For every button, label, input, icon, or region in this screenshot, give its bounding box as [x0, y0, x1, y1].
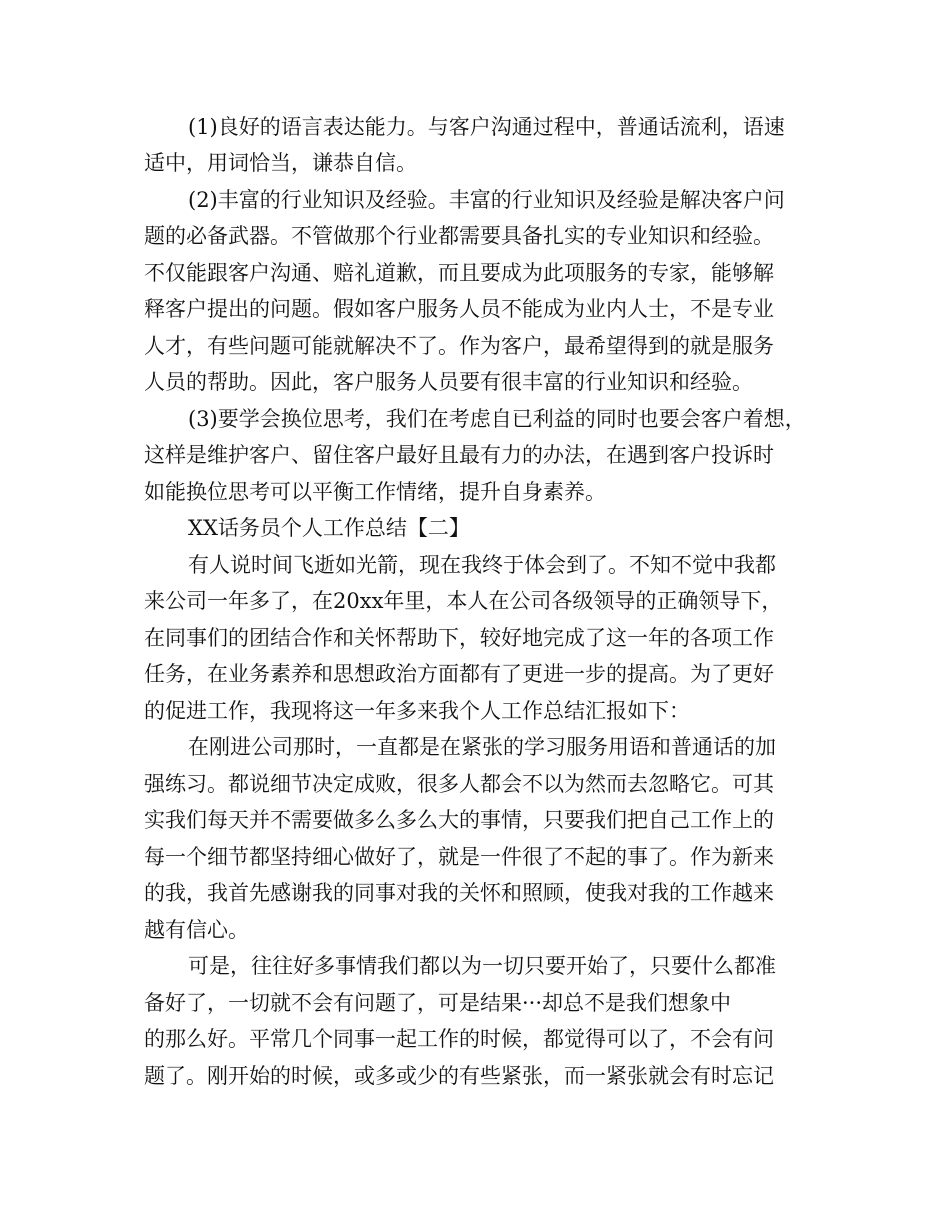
text-line: 的我，我首先感谢我的同事对我的关怀和照顾，使我对我的工作越来: [144, 881, 774, 905]
text-line: 适中，用词恰当，谦恭自信。: [144, 151, 417, 175]
text-line: 越有信心。: [144, 918, 249, 942]
text-line: 实我们每天并不需要做多么多么大的事情，只要我们把自己工作上的: [144, 808, 774, 832]
text-line: 任务，在业务素养和思想政治方面都有了更进一步的提高。为了更好: [144, 662, 774, 686]
text-line: 的那么好。平常几个同事一起工作的时候，都觉得可以了，不会有问: [144, 1027, 774, 1051]
text-line: 有人说时间飞逝如光箭，现在我终于体会到了。不知不觉中我都: [188, 553, 776, 577]
text-line: 不仅能跟客户沟通、赔礼道歉，而且要成为此项服务的专家，能够解: [144, 261, 774, 285]
section-heading: XX话务员个人工作总结【二】: [188, 516, 470, 540]
text-line: 强练习。都说细节决定成败，很多人都会不以为然而去忽略它。可其: [144, 772, 774, 796]
text-line: (1)良好的语言表达能力。与客户沟通过程中，普通话流利，语速: [188, 115, 785, 139]
text-line: (3)要学会换位思考，我们在考虑自已利益的同时也要会客户着想，: [188, 407, 806, 431]
text-line: 来公司一年多了，在20xx年里，本人在公司各级领导的正确领导下，: [144, 589, 783, 613]
text-line: 题的必备武器。不管做那个行业都需要具备扎实的专业知识和经验。: [144, 224, 774, 248]
text-line: 人员的帮助。因此，客户服务人员要有很丰富的行业知识和经验。: [144, 370, 753, 394]
text-line: 释客户提出的问题。假如客户服务人员不能成为业内人士，不是专业: [144, 297, 774, 321]
text-line: 这样是维护客户、留住客户最好且最有力的办法，在遇到客户投诉时: [144, 443, 774, 467]
text-line: 可是，往往好多事情我们都以为一切只要开始了，只要什么都准: [188, 954, 776, 978]
text-line: 的促进工作，我现将这一年多来我个人工作总结汇报如下：: [144, 699, 690, 723]
text-line: 备好了，一切就不会有问题了，可是结果···却总不是我们想象中: [144, 991, 732, 1015]
text-line: 在同事们的团结合作和关怀帮助下，较好地完成了这一年的各项工作: [144, 626, 774, 650]
text-line: 题了。刚开始的时候，或多或少的有些紧张，而一紧张就会有时忘记: [144, 1064, 774, 1088]
text-line: 人才，有些问题可能就解决不了。作为客户，最希望得到的就是服务: [144, 334, 774, 358]
text-line: 每一个细节都坚持细心做好了，就是一件很了不起的事了。作为新来: [144, 845, 774, 869]
text-line: 如能换位思考可以平衡工作情绪，提升自身素养。: [144, 480, 606, 504]
text-line: (2)丰富的行业知识及经验。丰富的行业知识及经验是解决客户问: [188, 188, 785, 212]
text-line: 在刚进公司那时，一直都是在紧张的学习服务用语和普通话的加: [188, 735, 776, 759]
